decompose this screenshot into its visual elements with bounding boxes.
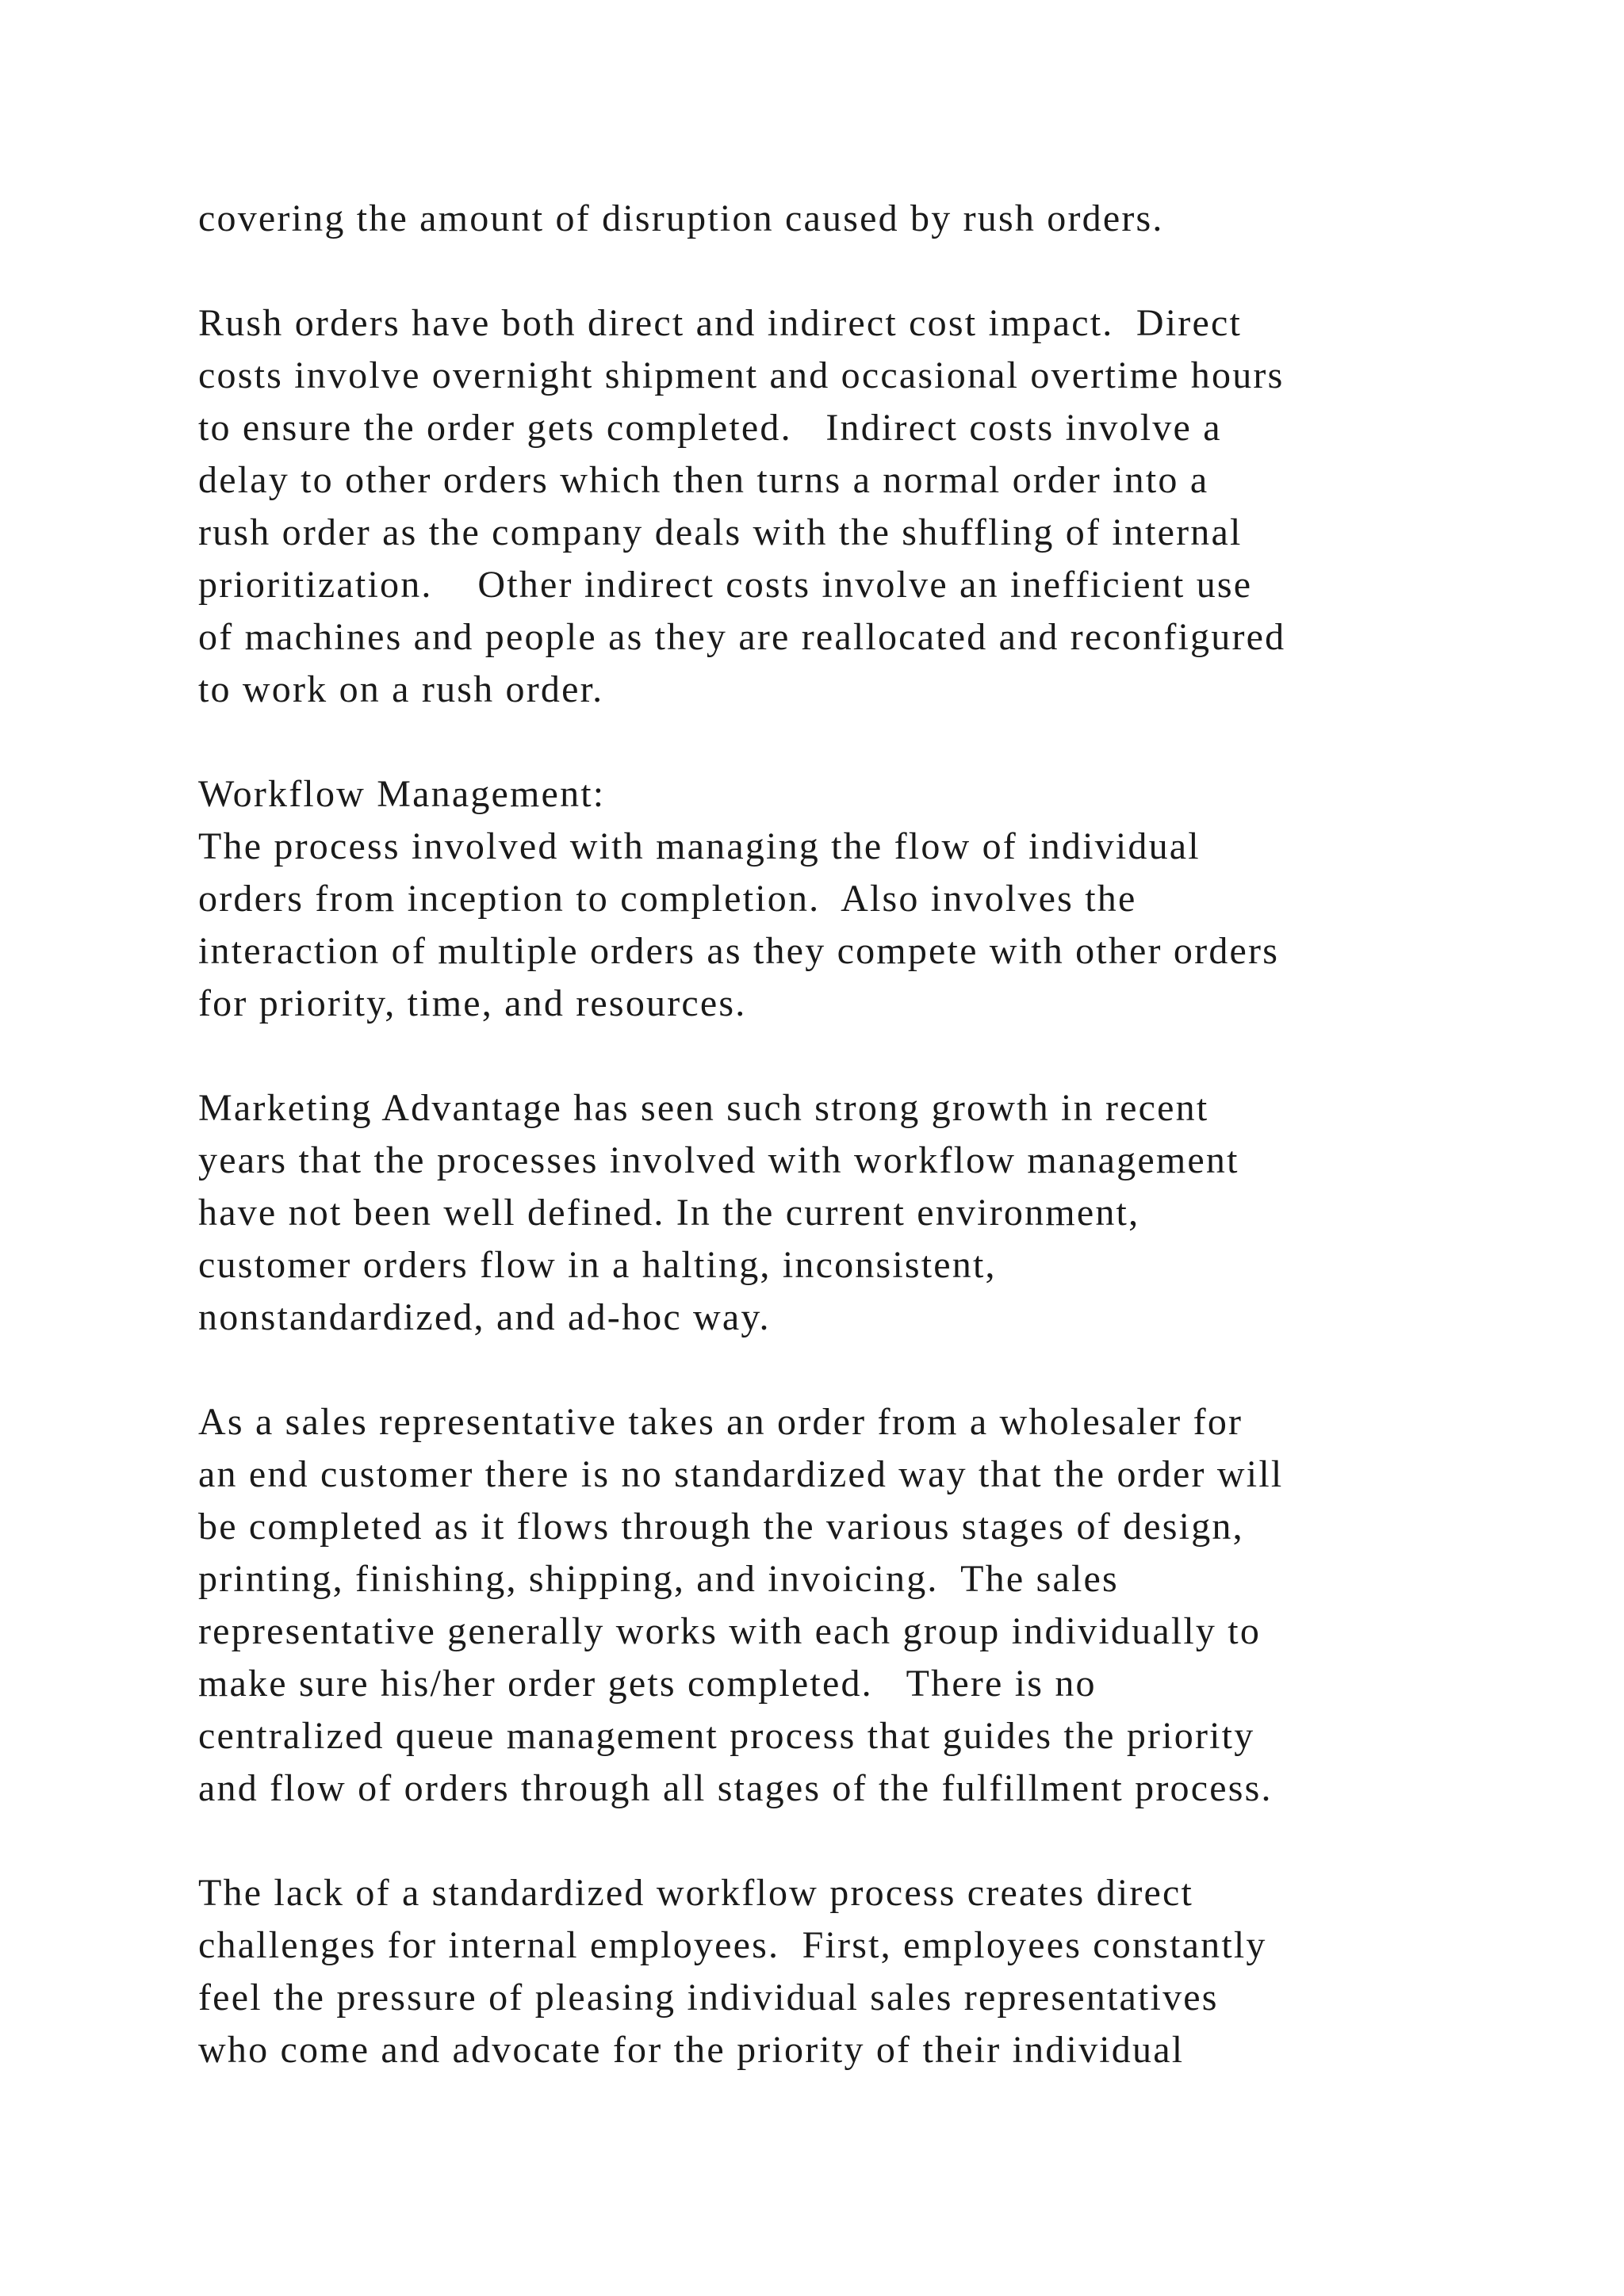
- text-line: of machines and people as they are reallocated and reconfigured: [198, 616, 1286, 658]
- text-line: for priority, time, and resources.: [198, 982, 747, 1024]
- paragraph-gap: [198, 716, 1546, 768]
- text-line: to work on a rush order.: [198, 668, 604, 710]
- document-body: [198, 193, 1546, 2076]
- text-line: feel the pressure of pleasing individual sales representatives: [198, 1976, 1219, 2019]
- paragraph-gap: [198, 1344, 1546, 1396]
- text-line: years that the processes involved with workflow management: [198, 1139, 1239, 1181]
- paragraph-gap: [198, 1030, 1546, 1082]
- text-line: have not been well defined. In the current environment,: [198, 1192, 1140, 1234]
- paragraph-gap: [198, 1815, 1546, 1867]
- text-line: rush order as the company deals with the shuffling of internal: [198, 511, 1243, 553]
- paragraph: [198, 768, 1546, 1030]
- text-line: delay to other orders which then turns a normal order into a: [198, 459, 1209, 501]
- text-line: As a sales representative takes an order from a wholesaler for: [198, 1401, 1243, 1443]
- paragraph: [198, 1867, 1546, 2076]
- text-line: costs involve overnight shipment and occasional overtime hours: [198, 354, 1285, 396]
- text-line: printing, finishing, shipping, and invoicing. The sales: [198, 1558, 1119, 1600]
- paragraph-gap: [198, 245, 1546, 297]
- text-line: centralized queue management process that guides the priority: [198, 1715, 1255, 1757]
- text-line: The process involved with managing the flow of individual: [198, 825, 1201, 867]
- text-line: interaction of multiple orders as they compete with other orders: [198, 930, 1280, 972]
- text-line: prioritization. Other indirect costs involve an inefficient use: [198, 564, 1253, 606]
- text-line: challenges for internal employees. First, employees constantly: [198, 1924, 1267, 1966]
- text-line: to ensure the order gets completed. Indirect costs involve a: [198, 407, 1222, 449]
- section-heading: Workflow Management:: [198, 773, 606, 815]
- text-line: and flow of orders through all stages of the fulfillment process.: [198, 1767, 1273, 1809]
- text-line: who come and advocate for the priority of their individual: [198, 2029, 1185, 2071]
- text-line: representative generally works with each group individually to: [198, 1610, 1262, 1652]
- paragraph: [198, 1396, 1546, 1815]
- paragraph: [198, 297, 1546, 716]
- text-line: Marketing Advantage has seen such strong growth in recent: [198, 1087, 1209, 1129]
- text-line: an end customer there is no standardized way that the order will: [198, 1453, 1284, 1495]
- text-line: customer orders flow in a halting, inconsistent,: [198, 1244, 997, 1286]
- text-line: orders from inception to completion. Also involves the: [198, 878, 1137, 920]
- paragraph: [198, 1082, 1546, 1344]
- text-line: nonstandardized, and ad-hoc way.: [198, 1296, 771, 1338]
- paragraph: [198, 193, 1546, 245]
- text-line: Rush orders have both direct and indirect cost impact. Direct: [198, 302, 1243, 344]
- text-line: be completed as it flows through the various stages of design,: [198, 1506, 1244, 1548]
- text-line: The lack of a standardized workflow process creates direct: [198, 1872, 1194, 1914]
- text-line: covering the amount of disruption caused by rush orders.: [198, 197, 1164, 239]
- text-line: make sure his/her order gets completed. There is no: [198, 1663, 1097, 1705]
